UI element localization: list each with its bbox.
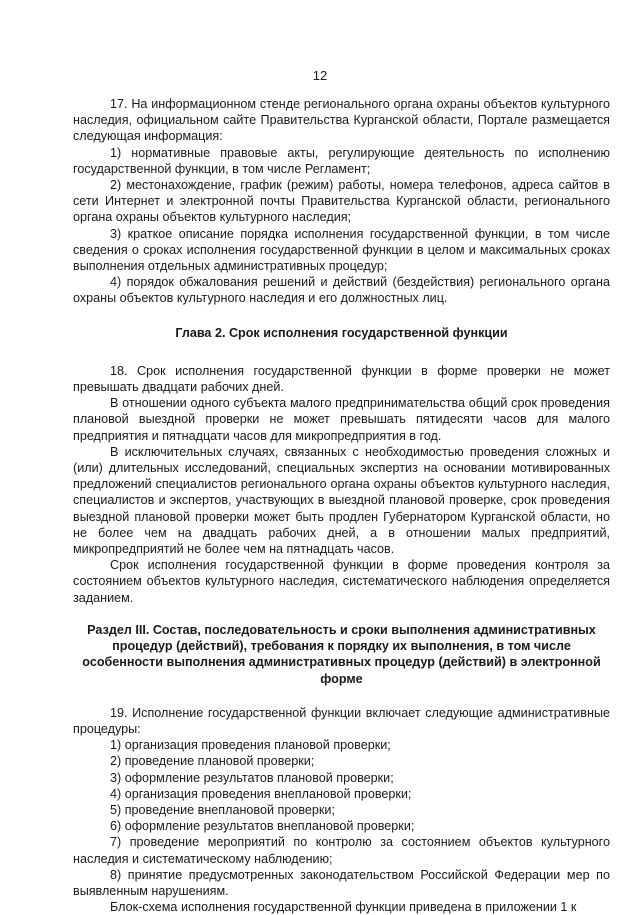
list-item: 8) принятие предусмотренных законодательством Российской Федерации мер по выявленным нарушениям.: [73, 867, 610, 898]
paragraph: Срок исполнения государственной функции в форме проведения контроля за состоянием объектов культурного наследия, систематического наблюдения определяется заданием.: [73, 558, 610, 605]
paragraph: В исключительных случаях, связанных с необходимостью проведения сложных и (или) длительных исследований, специальных экспертиз на основании мотивированных предложений специалистов регионального органа охраны объектов культурного наследия, специалистов и экспертов, участвующих в выездной плановой проверке, срок проведения выездной плановой проверки может быть продлен Губернатором Курганской области, но не более чем на двадцать рабочих дней, а в отношении малых предприятий, микропредприятий не более чем на пятнадцать часов.: [73, 444, 610, 557]
list-item: 2) проведение плановой проверки;: [110, 754, 315, 769]
list-item: 7) проведение мероприятий по контролю за состоянием объектов культурного наследия и систематическому наблюдению;: [73, 835, 610, 866]
paragraph-18: 18. Срок исполнения государственной функции в форме проверки не может превышать двадцати рабочих дней.: [73, 363, 610, 395]
document-body: [73, 96, 610, 915]
list-item: 6) оформление результатов внеплановой проверки;: [110, 819, 415, 834]
chapter-2-heading: Глава 2. Срок исполнения государственной функции: [175, 325, 508, 340]
list-item: 3) краткое описание порядка исполнения государственной функции, в том числе сведения о сроках исполнения государственной функции в целом и максимальных сроках выполнения отдельных административных процедур;: [73, 226, 610, 274]
paragraph-17-intro: 17. На информационном стенде регионального органа охраны объектов культурного наследия, официальном сайте Правительства Курганской области, Портале размещается следующая информация:: [73, 97, 610, 144]
list-item: 1) организация проведения плановой проверки;: [110, 738, 391, 753]
paragraph-last: Блок-схема исполнения государственной функции приведена в приложении 1 к: [110, 900, 577, 915]
list-item: 1) нормативные правовые акты, регулирующие деятельность по исполнению государственной функции, в том числе Регламент;: [73, 145, 610, 176]
page-number: 12: [312, 68, 328, 83]
list-item: 4) организация проведения внеплановой проверки;: [110, 786, 412, 801]
section-3-heading: Раздел III. Состав, последовательность и сроки выполнения административных процедур (действий), требования к порядку их выполнения, в том числе особенности выполнения административных процедур (действий) в электронной форме: [82, 622, 601, 686]
paragraph: В отношении одного субъекта малого предпринимательства общий срок проведения плановой выездной проверки не может превышать пятидесяти часов для малого предприятия и пятнадцати часов для микропредприятия в год.: [73, 396, 610, 443]
list-item: 2) местонахождение, график (режим) работы, номера телефонов, адреса сайтов в сети Интернет и электронной почты Правительства Курганской области, регионального органа охраны объектов культурного наследия;: [73, 178, 610, 225]
paragraph-19: 19. Исполнение государственной функции включает следующие административные процедуры:: [73, 705, 610, 736]
list-item: 5) проведение внеплановой проверки;: [110, 802, 335, 817]
list-item: 4) порядок обжалования решений и действий (бездействия) регионального органа охраны объектов культурного наследия и его должностных лиц.: [73, 275, 610, 306]
list-item: 3) оформление результатов плановой проверки;: [110, 770, 394, 785]
